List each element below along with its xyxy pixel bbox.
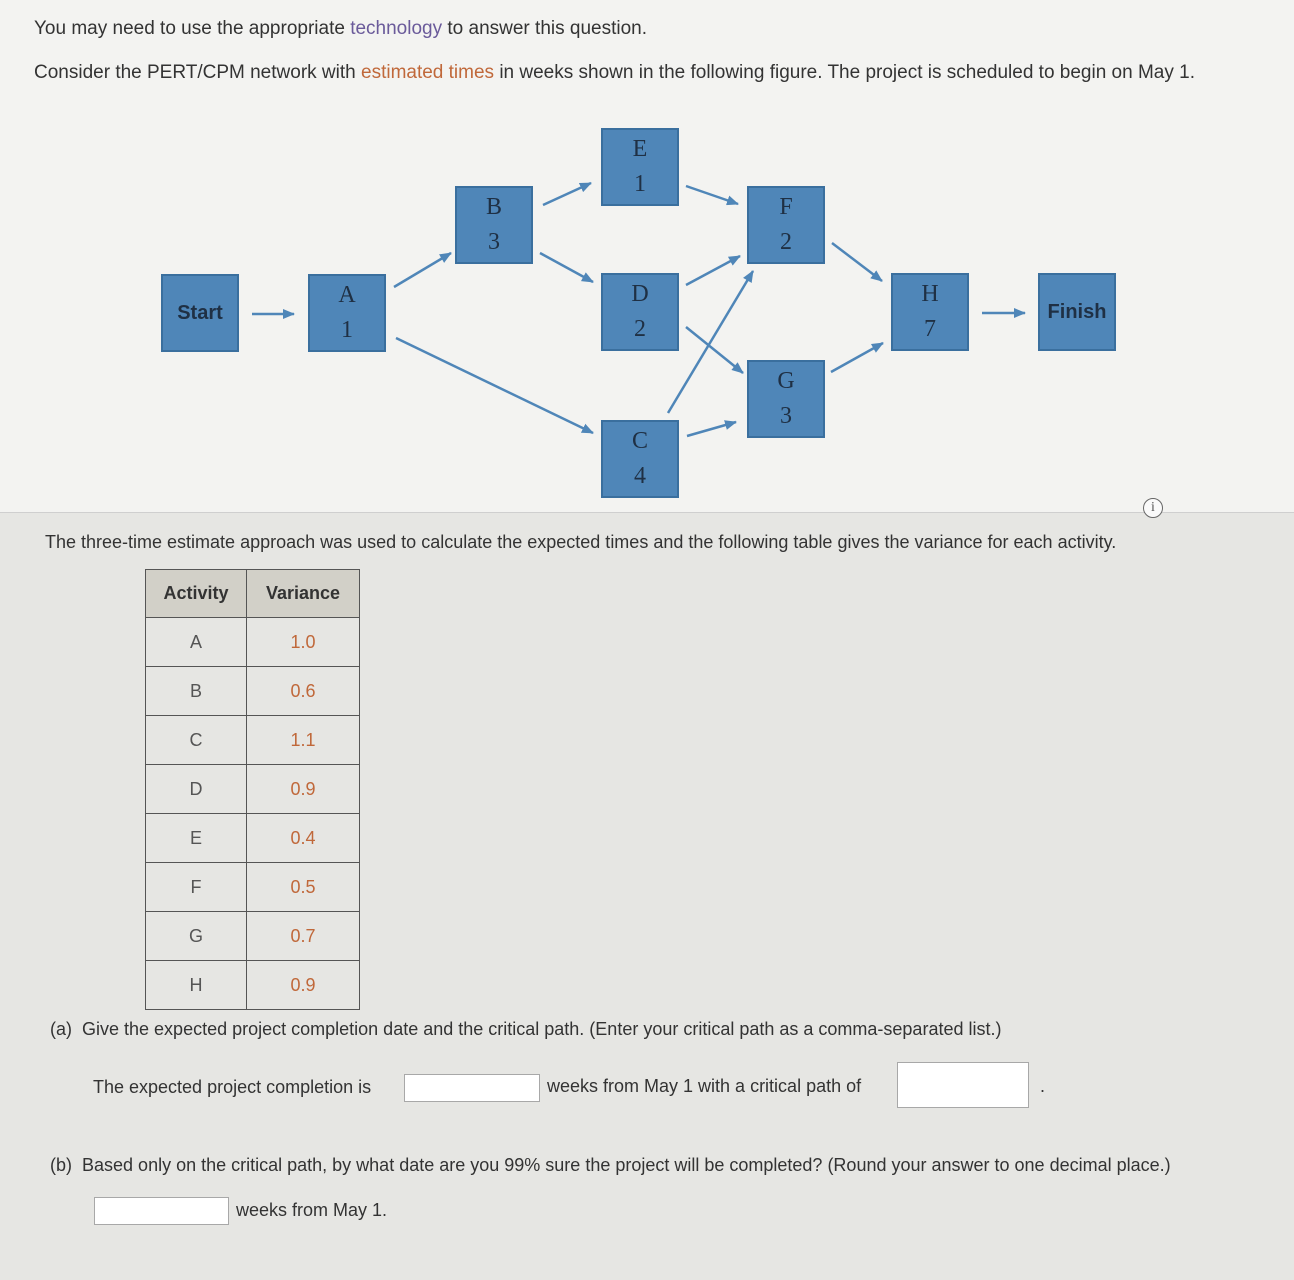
table-row (146, 716, 360, 765)
node-start (161, 274, 239, 352)
table-header-row (146, 570, 360, 618)
info-icon[interactable]: i (1143, 498, 1163, 518)
critical-path-input[interactable] (897, 1062, 1029, 1108)
node-d (601, 273, 679, 351)
table-intro: The three-time estimate approach was used to calculate the expected times and the following table gives the variance for each activity. (45, 532, 1117, 552)
node-c-time: 4 (634, 463, 646, 489)
technology-link[interactable]: technology (350, 18, 443, 39)
node-c-label: C (631, 428, 648, 454)
variance-cell: 1.1 (247, 716, 360, 765)
arrow-d-to-f (686, 256, 740, 285)
activity-cell: H (146, 961, 247, 1010)
node-c (601, 420, 679, 498)
part-b-suffix: weeks from May 1. (236, 1200, 388, 1220)
variance-cell: 1.0 (247, 618, 360, 667)
table-row (146, 667, 360, 716)
variance-cell: 0.7 (247, 912, 360, 961)
variance-cell: 0.6 (247, 667, 360, 716)
node-g-label: G (777, 368, 795, 394)
part-a-sentence-end: . (1040, 1076, 1046, 1096)
part-a-sentence-mid: weeks from May 1 with a critical path of (547, 1076, 862, 1096)
completion-weeks-input[interactable] (404, 1074, 540, 1102)
header-variance: Variance (247, 570, 360, 618)
header-activity: Activity (146, 570, 247, 618)
arrow-b-to-d (540, 253, 593, 282)
activity-cell: D (146, 765, 247, 814)
node-d-time: 2 (634, 316, 646, 342)
variance-cell: 0.5 (247, 863, 360, 912)
table-row (146, 912, 360, 961)
arrow-c-to-f (668, 271, 753, 413)
part-b-question (50, 1155, 1171, 1176)
node-a (308, 274, 386, 352)
part-b-question-text: Based only on the critical path, by what date are you 99% sure the project will be completed? (Round your answer to one decimal place.) (82, 1155, 1171, 1175)
arrow-f-to-h (832, 243, 882, 281)
node-g-time: 3 (780, 403, 792, 429)
part-b-label: (b) (50, 1155, 72, 1175)
instruction-text-end: to answer this question. (442, 18, 647, 39)
table-row (146, 618, 360, 667)
node-b-label: B (485, 194, 502, 220)
arrow-e-to-f (686, 186, 738, 204)
problem-text-end: in weeks shown in the following figure. The project is scheduled to begin on May 1. (494, 62, 1195, 83)
part-a-question-text: Give the expected project completion date and the critical path. (Enter your critical path as a comma-separated list.) (82, 1019, 1002, 1039)
arrow-b-to-e (543, 183, 591, 205)
node-h (891, 273, 969, 351)
variance-cell: 0.9 (247, 961, 360, 1010)
activity-cell: G (146, 912, 247, 961)
table-row (146, 765, 360, 814)
node-start-label: Start (177, 301, 223, 324)
problem-text: Consider the PERT/CPM network with (34, 62, 361, 83)
node-b (455, 186, 533, 264)
table-row (146, 961, 360, 1010)
node-e (601, 128, 679, 206)
activity-cell: C (146, 716, 247, 765)
variance-table (145, 569, 360, 1010)
node-h-label: H (921, 281, 939, 307)
pert-network-diagram (0, 0, 1294, 512)
node-e-label: E (632, 136, 648, 162)
node-b-time: 3 (488, 229, 500, 255)
arrow-g-to-h (831, 343, 883, 372)
node-f-label: F (779, 194, 793, 220)
variance-cell: 0.4 (247, 814, 360, 863)
confidence-date-input[interactable] (94, 1197, 229, 1225)
part-a-label: (a) (50, 1019, 72, 1039)
variance-cell: 0.9 (247, 765, 360, 814)
part-a-question (50, 1019, 1001, 1040)
activity-cell: B (146, 667, 247, 716)
activity-cell: A (146, 618, 247, 667)
estimated-times-highlight: estimated times (361, 62, 495, 83)
node-g (747, 360, 825, 438)
node-finish-label: Finish (1047, 300, 1107, 323)
node-f (747, 186, 825, 264)
table-row (146, 863, 360, 912)
node-a-time: 1 (341, 317, 353, 343)
part-a-sentence-start: The expected project completion is (93, 1077, 372, 1097)
node-h-time: 7 (924, 316, 936, 342)
activity-cell: E (146, 814, 247, 863)
arrow-a-to-c (396, 338, 593, 433)
node-e-time: 1 (634, 171, 646, 197)
instruction-text: You may need to use the appropriate (34, 18, 351, 39)
table-row (146, 814, 360, 863)
activity-cell: F (146, 863, 247, 912)
node-f-time: 2 (780, 229, 792, 255)
arrow-c-to-g (687, 422, 736, 436)
node-a-label: A (338, 282, 356, 308)
node-d-label: D (631, 281, 649, 307)
node-finish (1038, 273, 1116, 351)
arrow-a-to-b (394, 253, 451, 287)
